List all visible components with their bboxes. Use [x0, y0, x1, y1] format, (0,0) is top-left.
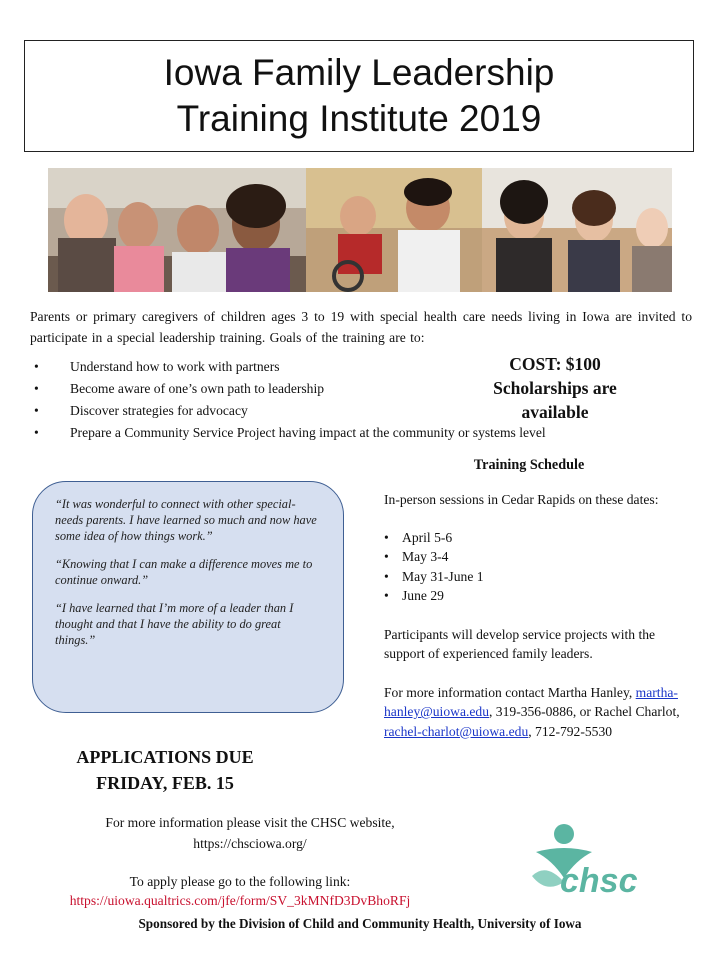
- applications-due: [40, 744, 290, 796]
- visit-text: For more information please visit the CHSC website,: [105, 815, 395, 830]
- email-link-rachel[interactable]: rachel-charlot@uiowa.edu: [384, 723, 529, 739]
- photo-strip: [48, 168, 672, 292]
- goal-text: Prepare a Community Service Project having impact at the community or systems level: [70, 425, 546, 440]
- bullet: •: [384, 549, 389, 564]
- bullet: •: [34, 403, 39, 418]
- chsc-logo: [526, 822, 656, 904]
- date-item: • May 31-June 1: [384, 567, 684, 587]
- date-item: • May 3-4: [384, 547, 684, 567]
- date-item: • April 5-6: [384, 528, 684, 548]
- bullet: •: [384, 529, 389, 545]
- due-date: FRIDAY, FEB. 15: [96, 773, 234, 793]
- bullet: •: [34, 425, 39, 440]
- goal-text: Understand how to work with partners: [70, 359, 280, 374]
- testimonial-box: [32, 481, 344, 713]
- testimonial-quote: “I have learned that I’m more of a leader than I thought and that I have the ability to do great things.”: [55, 601, 294, 647]
- applications-line: APPLICATIONS DUE: [76, 747, 254, 767]
- bullet: •: [384, 588, 389, 603]
- visit-info: [60, 812, 440, 854]
- apply-text: To apply please go to the following link:: [129, 874, 351, 889]
- logo-text: chsc: [560, 862, 638, 900]
- logo-head-icon: [554, 824, 574, 844]
- dates-list: [384, 528, 684, 606]
- schedule-heading: Training Schedule: [473, 457, 585, 473]
- goal-item: [30, 422, 670, 444]
- testimonial-quote: “Knowing that I can make a difference moves me to continue onward.”: [55, 557, 313, 587]
- contact-text: For more information contact Martha Hanley, martha-hanley@uiowa.edu, 319-356-0886, or Rachel Charlot, rachel-charlot@uiowa.edu, 712-792-5530: [384, 684, 680, 739]
- date-item: • June 29: [384, 586, 684, 606]
- available-line: available: [521, 402, 589, 422]
- schedule-section: [384, 490, 684, 741]
- sponsor-line: Sponsored by the Division of Child and Community Health, University of Iowa: [138, 916, 582, 931]
- schedule-intro: In-person sessions in Cedar Rapids on these dates:: [384, 492, 659, 507]
- intro-paragraph: Parents or primary caregivers of children ages 3 to 19 with special health care needs living in Iowa are invited to participate in a special leadership training. Goals of the training are to:: [30, 309, 692, 345]
- scholarship-line: Scholarships are: [493, 378, 617, 398]
- bullet: •: [384, 568, 389, 584]
- family-photo: [48, 168, 306, 292]
- title-line-1: Iowa Family Leadership: [163, 52, 555, 93]
- wheelchair-photo: [306, 168, 482, 292]
- women-group-photo: [482, 168, 672, 292]
- cost-box: [460, 352, 650, 424]
- title-line-2: Training Institute 2019: [176, 98, 542, 139]
- apply-link[interactable]: https://uiowa.qualtrics.com/jfe/form/SV_3kMNfD3DvBhoRFj: [69, 893, 411, 908]
- title-box: [24, 40, 694, 152]
- website-url[interactable]: https://chsciowa.org/: [193, 836, 307, 851]
- bullet: •: [34, 359, 39, 374]
- participants-text: Participants will develop service projects with the support of experienced family leaders.: [384, 626, 656, 661]
- testimonial-quote: “It was wonderful to connect with other special-needs parents. I have learned so much and now have some idea of how things work.”: [55, 497, 317, 543]
- cost-line: COST: $100: [509, 354, 601, 374]
- email-link-martha[interactable]: martha-hanley@uiowa.edu: [384, 684, 678, 719]
- goal-text: Discover strategies for advocacy: [70, 403, 248, 418]
- bullet: •: [34, 381, 39, 396]
- goal-text: Become aware of one’s own path to leadership: [70, 381, 325, 396]
- apply-info: [30, 872, 450, 910]
